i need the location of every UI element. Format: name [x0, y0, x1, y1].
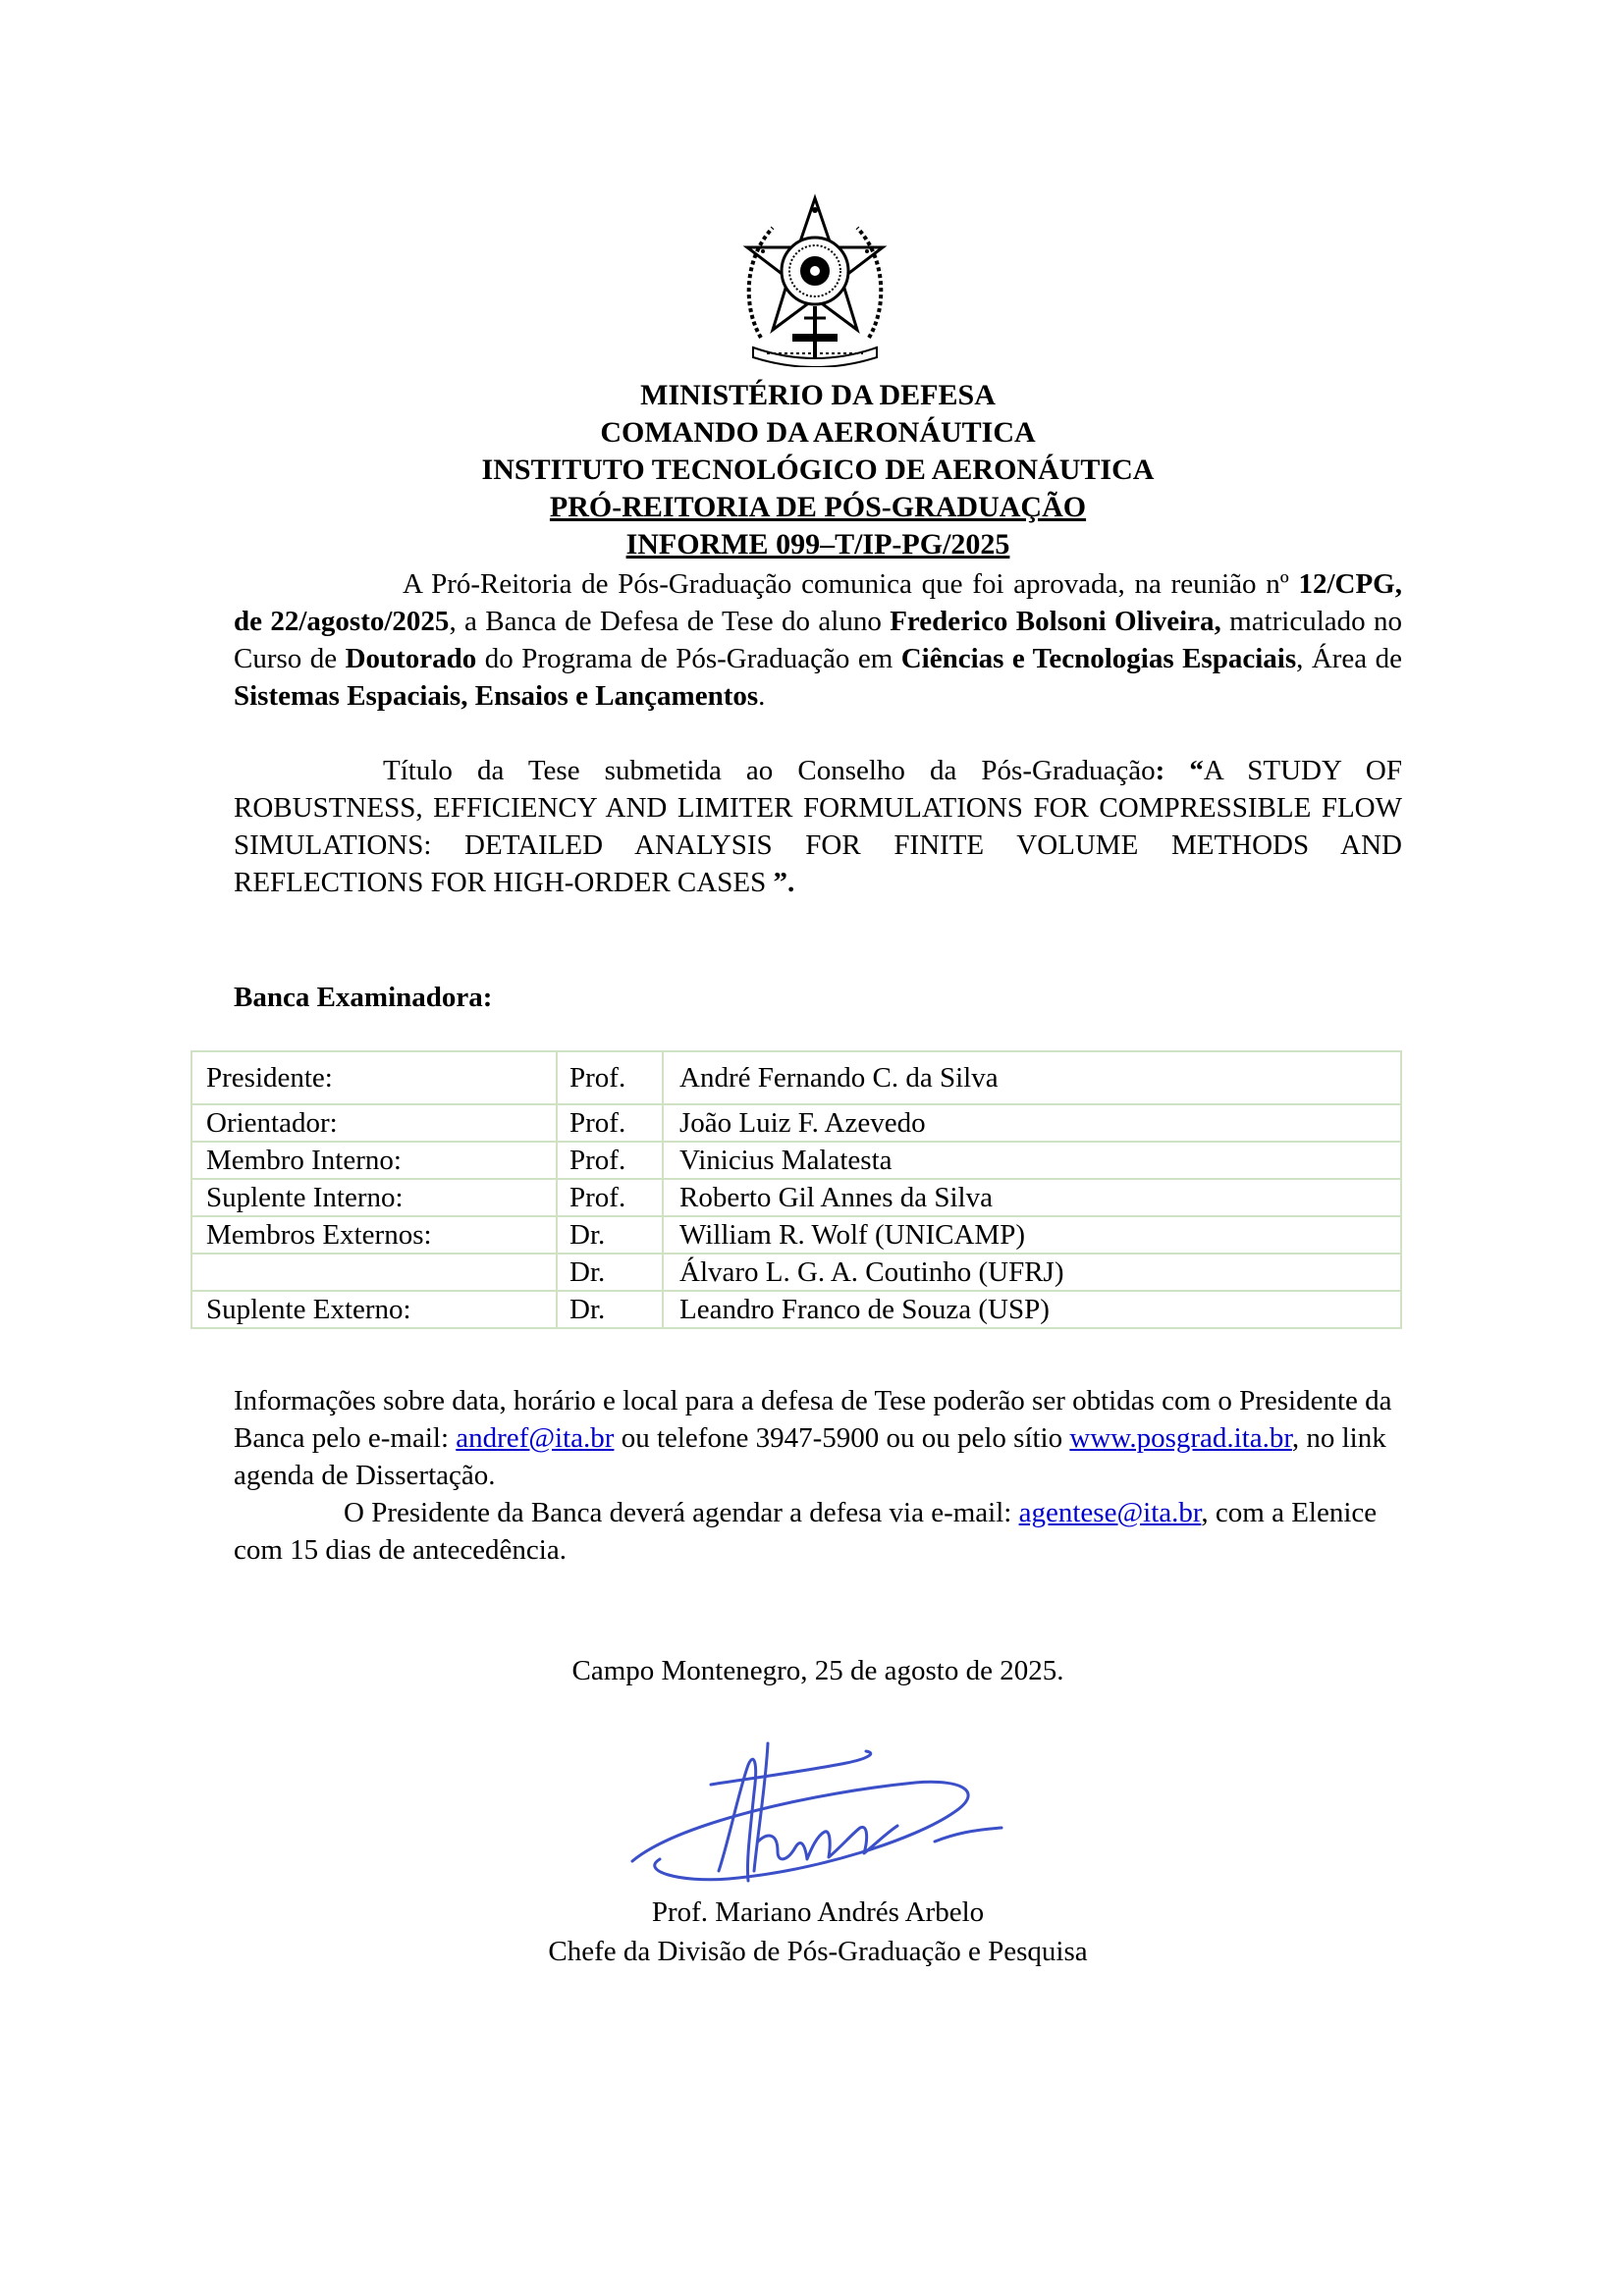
signer-role: Chefe da Divisão de Pós-Graduação e Pesquisa: [548, 1936, 1088, 1967]
board-member-name: William R. Wolf (UNICAMP): [663, 1216, 1401, 1254]
intro-text-3: matriculado no Curso de: [234, 606, 1403, 674]
intro-text-6: .: [758, 680, 766, 712]
table-row: [191, 1254, 1401, 1291]
info-text-3: , no link agenda de Dissertação.: [234, 1422, 1386, 1491]
board-role: Membro Interno:: [191, 1142, 557, 1179]
board-role: Membros Externos:: [191, 1216, 557, 1254]
student-name: Frederico Bolsoni Oliveira,: [890, 606, 1221, 637]
pro-rectory-text: PRÓ-REITORIA DE PÓS-GRADUAÇÃO: [549, 491, 1087, 523]
scheduling-paragraph: [234, 1494, 1402, 1569]
pro-rectory-line: [234, 489, 1402, 526]
board-title: Dr.: [557, 1254, 663, 1291]
table-row: [191, 1051, 1401, 1104]
board-role: [191, 1254, 557, 1291]
board-title: Prof.: [557, 1051, 663, 1104]
board-title: Prof.: [557, 1104, 663, 1142]
scheduling-text-1: O Presidente da Banca deverá agendar a defesa via e-mail:: [344, 1497, 1019, 1528]
report-number-line: [234, 526, 1402, 563]
scheduling-text-2: , com a Elenice com 15 dias de antecedência.: [234, 1497, 1378, 1566]
thesis-title: A STUDY OF ROBUSTNESS, EFFICIENCY AND LIMITER FORMULATIONS FOR COMPRESSIBLE FLOW SIMULATIONS: DETAILED ANALYSIS FOR FINITE VOLUME METHODS AND REFLECTIONS FOR HIGH-ORDER CASES: [234, 755, 1402, 898]
board-role: Presidente:: [191, 1051, 557, 1104]
posgrad-site-link[interactable]: www.posgrad.ita.br: [1069, 1422, 1292, 1454]
table-row: [191, 1179, 1401, 1216]
board-title: Dr.: [557, 1291, 663, 1328]
intro-paragraph: [234, 565, 1402, 715]
intro-text-5: , Área de: [1296, 643, 1402, 674]
intro-text-1: A Pró-Reitoria de Pós-Graduação comunica que foi aprovada, na reunião nº: [403, 568, 1299, 600]
thesis-close: ”.: [773, 867, 795, 898]
report-number-text: INFORME 099–T/IP-PG/2025: [625, 528, 1010, 561]
meeting-reference: 12/CPG, de 22/agosto/2025: [234, 568, 1402, 637]
board-member-name: João Luiz F. Azevedo: [663, 1104, 1401, 1142]
info-text-2: ou telefone 3947-5900 ou ou pelo sítio: [614, 1422, 1070, 1454]
board-role: Orientador:: [191, 1104, 557, 1142]
board-title: Prof.: [557, 1142, 663, 1179]
table-row: [191, 1291, 1401, 1328]
board-member-name: Leandro Franco de Souza (USP): [663, 1291, 1401, 1328]
table-row: [191, 1104, 1401, 1142]
ministry-line: MINISTÉRIO DA DEFESA: [640, 379, 996, 411]
course-name: Doutorado: [345, 643, 477, 674]
board-title: Prof.: [557, 1179, 663, 1216]
thesis-lead: Título da Tese submetida ao Conselho da Pós-Graduação: [383, 755, 1156, 786]
table-row: [191, 1142, 1401, 1179]
board-role: Suplente Interno:: [191, 1179, 557, 1216]
program-name: Ciências e Tecnologias Espaciais: [900, 643, 1297, 674]
examining-board-table: [190, 1050, 1402, 1329]
handwritten-signature: [621, 1724, 1013, 1891]
board-role: Suplente Externo:: [191, 1291, 557, 1328]
board-title: Dr.: [557, 1216, 663, 1254]
info-paragraph: [234, 1382, 1402, 1494]
info-text-1: Informações sobre data, horário e local para a defesa de Tese poderão ser obtidas com o Presidente da Banca pelo e-mail:: [234, 1385, 1392, 1454]
thesis-colon: : “: [1155, 755, 1204, 786]
thesis-paragraph: [234, 752, 1402, 901]
president-email-link[interactable]: andref@ita.br: [456, 1422, 615, 1454]
command-line: COMANDO DA AERONÁUTICA: [600, 416, 1036, 449]
board-member-name: Roberto Gil Annes da Silva: [663, 1179, 1401, 1216]
intro-text-4: do Programa de Pós-Graduação em: [476, 643, 901, 674]
institute-line: INSTITUTO TECNOLÓGICO DE AERONÁUTICA: [481, 454, 1155, 486]
board-member-name: Vinicius Malatesta: [663, 1142, 1401, 1179]
intro-text-2: , a Banca de Defesa de Tese do aluno: [449, 606, 891, 637]
place-and-date: Campo Montenegro, 25 de agosto de 2025.: [571, 1655, 1064, 1686]
board-member-name: André Fernando C. da Silva: [663, 1051, 1401, 1104]
board-member-name: Álvaro L. G. A. Coutinho (UFRJ): [663, 1254, 1401, 1291]
examining-board-label: Banca Examinadora:: [234, 982, 493, 1013]
agentese-email-link[interactable]: agentese@ita.br: [1018, 1497, 1202, 1528]
coat-of-arms-seal: [733, 190, 896, 367]
area-name: Sistemas Espaciais, Ensaios e Lançamentos: [234, 680, 759, 712]
signer-name: Prof. Mariano Andrés Arbelo: [651, 1896, 985, 1928]
table-row: [191, 1216, 1401, 1254]
